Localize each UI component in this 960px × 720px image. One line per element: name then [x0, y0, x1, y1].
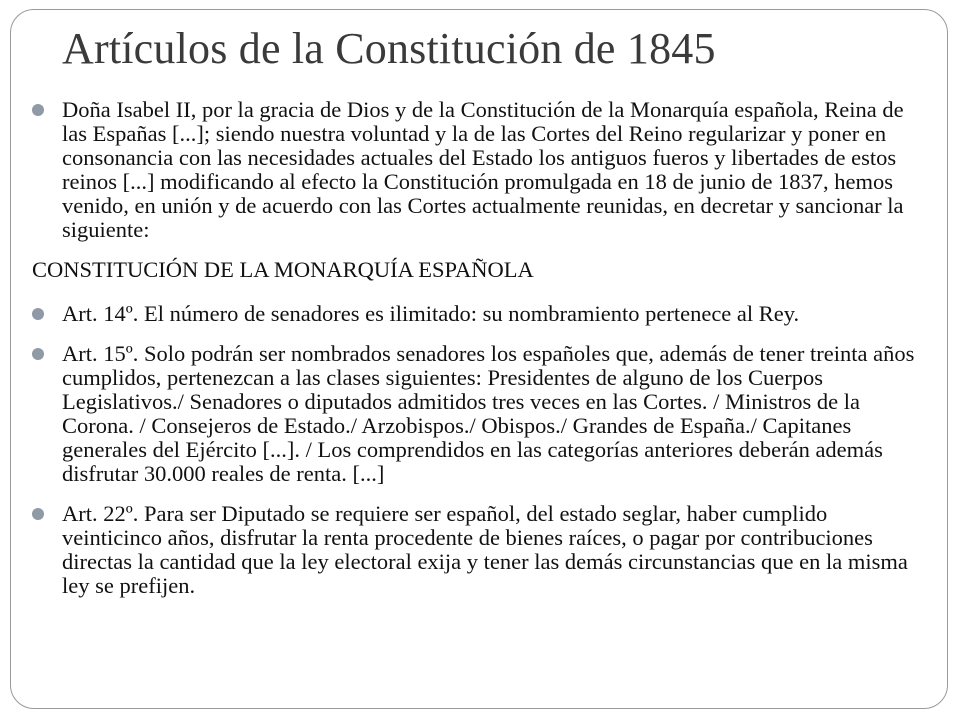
paragraph-art-22	[30, 502, 930, 598]
paragraph-text: Doña Isabel II, por la gracia de Dios y de la Constitución de la Monarquía española, Reina de las Españas [...]; siendo nuestra voluntad y la de las Cortes del Reino regularizar y poner en consonancia con las necesidades actuales del Estado los antiguos fueros y libertades de estos reinos [...] modificando al efecto la Constitución promulgada en 18 de junio de 1837, hemos venido, en unión y de acuerdo con las Cortes actualmente reunidas, en decretar y sancionar la siguiente:	[62, 97, 904, 242]
bullet-dot-icon	[32, 104, 44, 116]
paragraph-text: Art. 14º. El número de senadores es ilimitado: su nombramiento pertenece al Rey.	[62, 301, 800, 326]
bullet-dot-icon	[32, 508, 44, 520]
paragraph-preamble	[30, 98, 930, 242]
constitution-heading: CONSTITUCIÓN DE LA MONARQUÍA ESPAÑOLA	[32, 257, 534, 282]
slide-body	[30, 98, 930, 614]
bullet-dot-icon	[32, 348, 44, 360]
paragraph-art-15	[30, 342, 930, 486]
bullet-dot-icon	[32, 308, 44, 320]
paragraph-text: Art. 15º. Solo podrán ser nombrados senadores los españoles que, además de tener treinta años cumplidos, pertenezcan a las clases siguientes: Presidentes de alguno de los Cuerpos Legislativos./ Senadores o diputados admitidos tres veces en las Cortes. / Ministros de la Corona. / Consejeros de Estado./ Arzobispos./ Obispos./ Grandes de España./ Capitanes generales del Ejército [...]. / Los comprendidos en las categorías anteriores deberán además disfrutar 30.000 reales de renta. [...]	[62, 341, 915, 486]
paragraph-art-14	[30, 302, 930, 326]
slide-title: Artículos de la Constitución de 1845	[62, 24, 716, 73]
paragraph-text: Art. 22º. Para ser Diputado se requiere ser español, del estado seglar, haber cumplido veinticinco años, disfrutar la renta procedente de bienes raíces, o pagar por contribuciones directas la cantidad que la ley electoral exija y tener las demás circunstancias que en la misma ley se prefijen.	[62, 501, 908, 598]
